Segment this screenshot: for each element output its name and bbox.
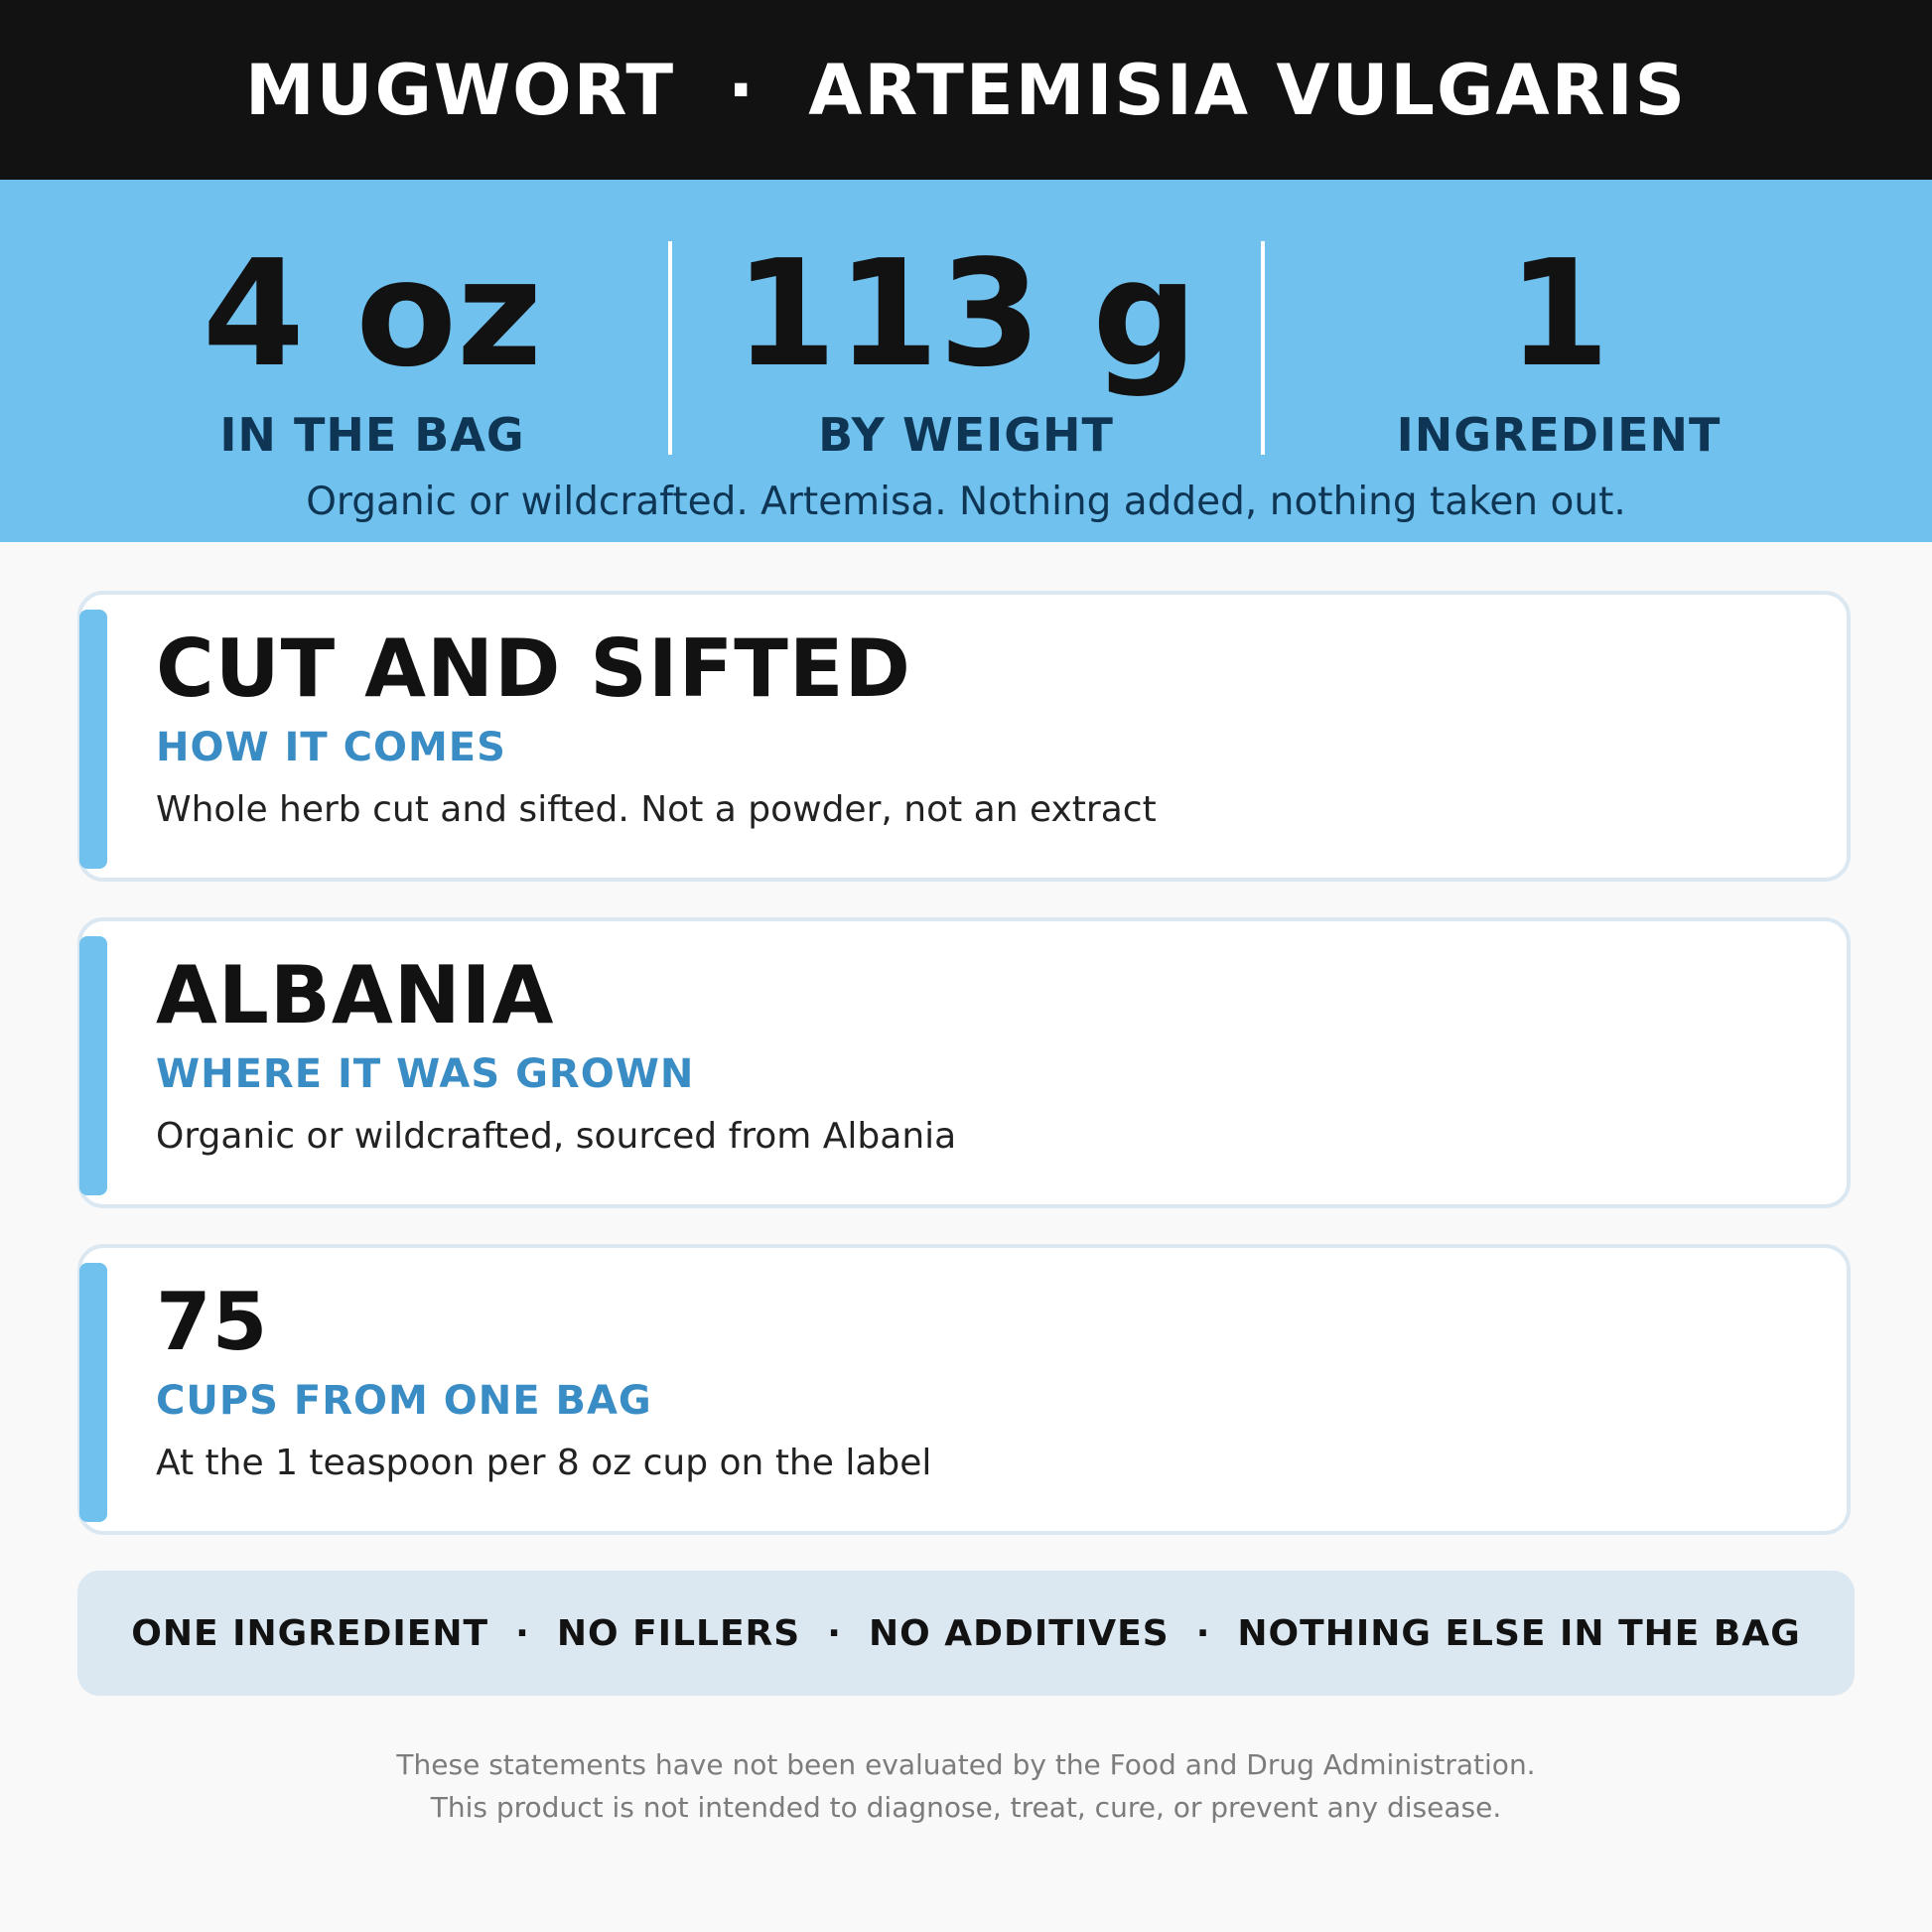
disclaimer-line-1: These statements have not been evaluated by the Food and Drug Administration. [396,1748,1536,1781]
card-description: Whole herb cut and sifted. Not a powder, not an extract [156,789,1157,830]
stat-label: IN THE BAG [219,408,525,462]
purity-banner-text: ONE INGREDIENT · NO FILLERS · NO ADDITIVES · NOTHING ELSE IN THE BAG [131,1612,1801,1654]
info-card-servings [77,1244,1851,1535]
stat-weight-oz [74,228,670,462]
card-description: At the 1 teaspoon per 8 oz cup on the label [156,1443,932,1483]
stat-value: 4 oz [202,228,543,399]
card-accent-bar [79,936,107,1195]
stat-weight-g [668,228,1264,462]
info-card-origin [77,917,1851,1208]
card-subtitle: HOW IT COMES [156,725,506,770]
disclaimer-line-2: This product is not intended to diagnose, treat, cure, or prevent any disease. [430,1791,1502,1824]
stat-value: 113 g [734,228,1198,399]
card-accent-bar [79,610,107,869]
card-title: 75 [156,1276,269,1368]
info-card-form [77,591,1851,882]
stat-label: INGREDIENT [1396,408,1722,462]
stat-label: BY WEIGHT [818,408,1114,462]
card-title: ALBANIA [156,949,555,1041]
card-title: CUT AND SIFTED [156,622,911,715]
product-title: MUGWORT · ARTEMISIA VULGARIS [244,49,1688,131]
stat-ingredient-count [1261,228,1857,462]
card-subtitle: CUPS FROM ONE BAG [156,1378,652,1424]
purity-banner [77,1571,1855,1696]
header-bar [0,0,1932,180]
card-description: Organic or wildcrafted, sourced from Albania [156,1116,957,1157]
card-accent-bar [79,1263,107,1522]
stats-note: Organic or wildcrafted. Artemisa. Nothing added, nothing taken out. [306,480,1626,524]
stat-value: 1 [1507,228,1610,399]
card-subtitle: WHERE IT WAS GROWN [156,1051,695,1097]
stats-panel [0,180,1932,542]
